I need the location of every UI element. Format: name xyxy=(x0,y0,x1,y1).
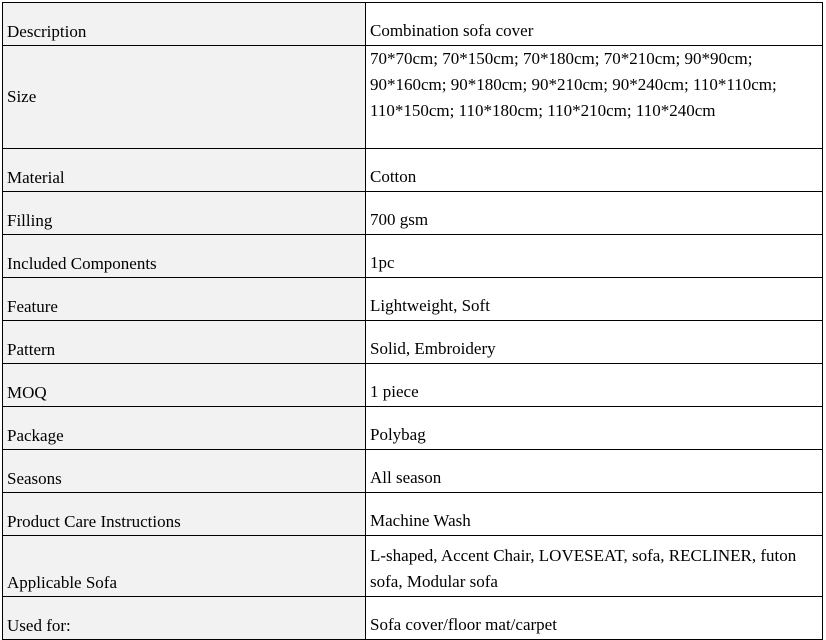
table-row xyxy=(3,536,823,597)
spec-value-applicable-sofa: L-shaped, Accent Chair, LOVESEAT, sofa, RECLINER, futon sofa, Modular sofa xyxy=(366,536,823,597)
spec-label-material: Material xyxy=(3,149,366,192)
spec-value-size: 70*70cm; 70*150cm; 70*180cm; 70*210cm; 90*90cm; 90*160cm; 90*180cm; 90*210cm; 90*240cm; 110*110cm; 110*150cm; 110*180cm; 110*210cm; 110*240cm xyxy=(366,46,823,149)
table-row xyxy=(3,192,823,235)
table-row xyxy=(3,493,823,536)
table-row xyxy=(3,597,823,640)
spec-value-included-components: 1pc xyxy=(366,235,823,278)
product-spec-table xyxy=(2,2,823,640)
table-row xyxy=(3,46,823,149)
table-row xyxy=(3,364,823,407)
spec-value-description: Combination sofa cover xyxy=(366,3,823,46)
spec-label-used-for: Used for: xyxy=(3,597,366,640)
table-row xyxy=(3,278,823,321)
spec-value-used-for: Sofa cover/floor mat/carpet xyxy=(366,597,823,640)
spec-label-seasons: Seasons xyxy=(3,450,366,493)
spec-value-package: Polybag xyxy=(366,407,823,450)
spec-value-product-care: Machine Wash xyxy=(366,493,823,536)
table-row xyxy=(3,321,823,364)
spec-value-material: Cotton xyxy=(366,149,823,192)
table-row xyxy=(3,450,823,493)
spec-label-moq: MOQ xyxy=(3,364,366,407)
table-row xyxy=(3,235,823,278)
spec-label-size: Size xyxy=(3,46,366,149)
spec-label-package: Package xyxy=(3,407,366,450)
spec-label-pattern: Pattern xyxy=(3,321,366,364)
spec-label-filling: Filling xyxy=(3,192,366,235)
spec-value-moq: 1 piece xyxy=(366,364,823,407)
spec-label-included-components: Included Components xyxy=(3,235,366,278)
spec-label-description: Description xyxy=(3,3,366,46)
spec-value-seasons: All season xyxy=(366,450,823,493)
table-row xyxy=(3,149,823,192)
table-row xyxy=(3,3,823,46)
spec-label-applicable-sofa: Applicable Sofa xyxy=(3,536,366,597)
table-row xyxy=(3,407,823,450)
spec-value-filling: 700 gsm xyxy=(366,192,823,235)
spec-label-product-care: Product Care Instructions xyxy=(3,493,366,536)
spec-value-feature: Lightweight, Soft xyxy=(366,278,823,321)
spec-value-pattern: Solid, Embroidery xyxy=(366,321,823,364)
spec-label-feature: Feature xyxy=(3,278,366,321)
